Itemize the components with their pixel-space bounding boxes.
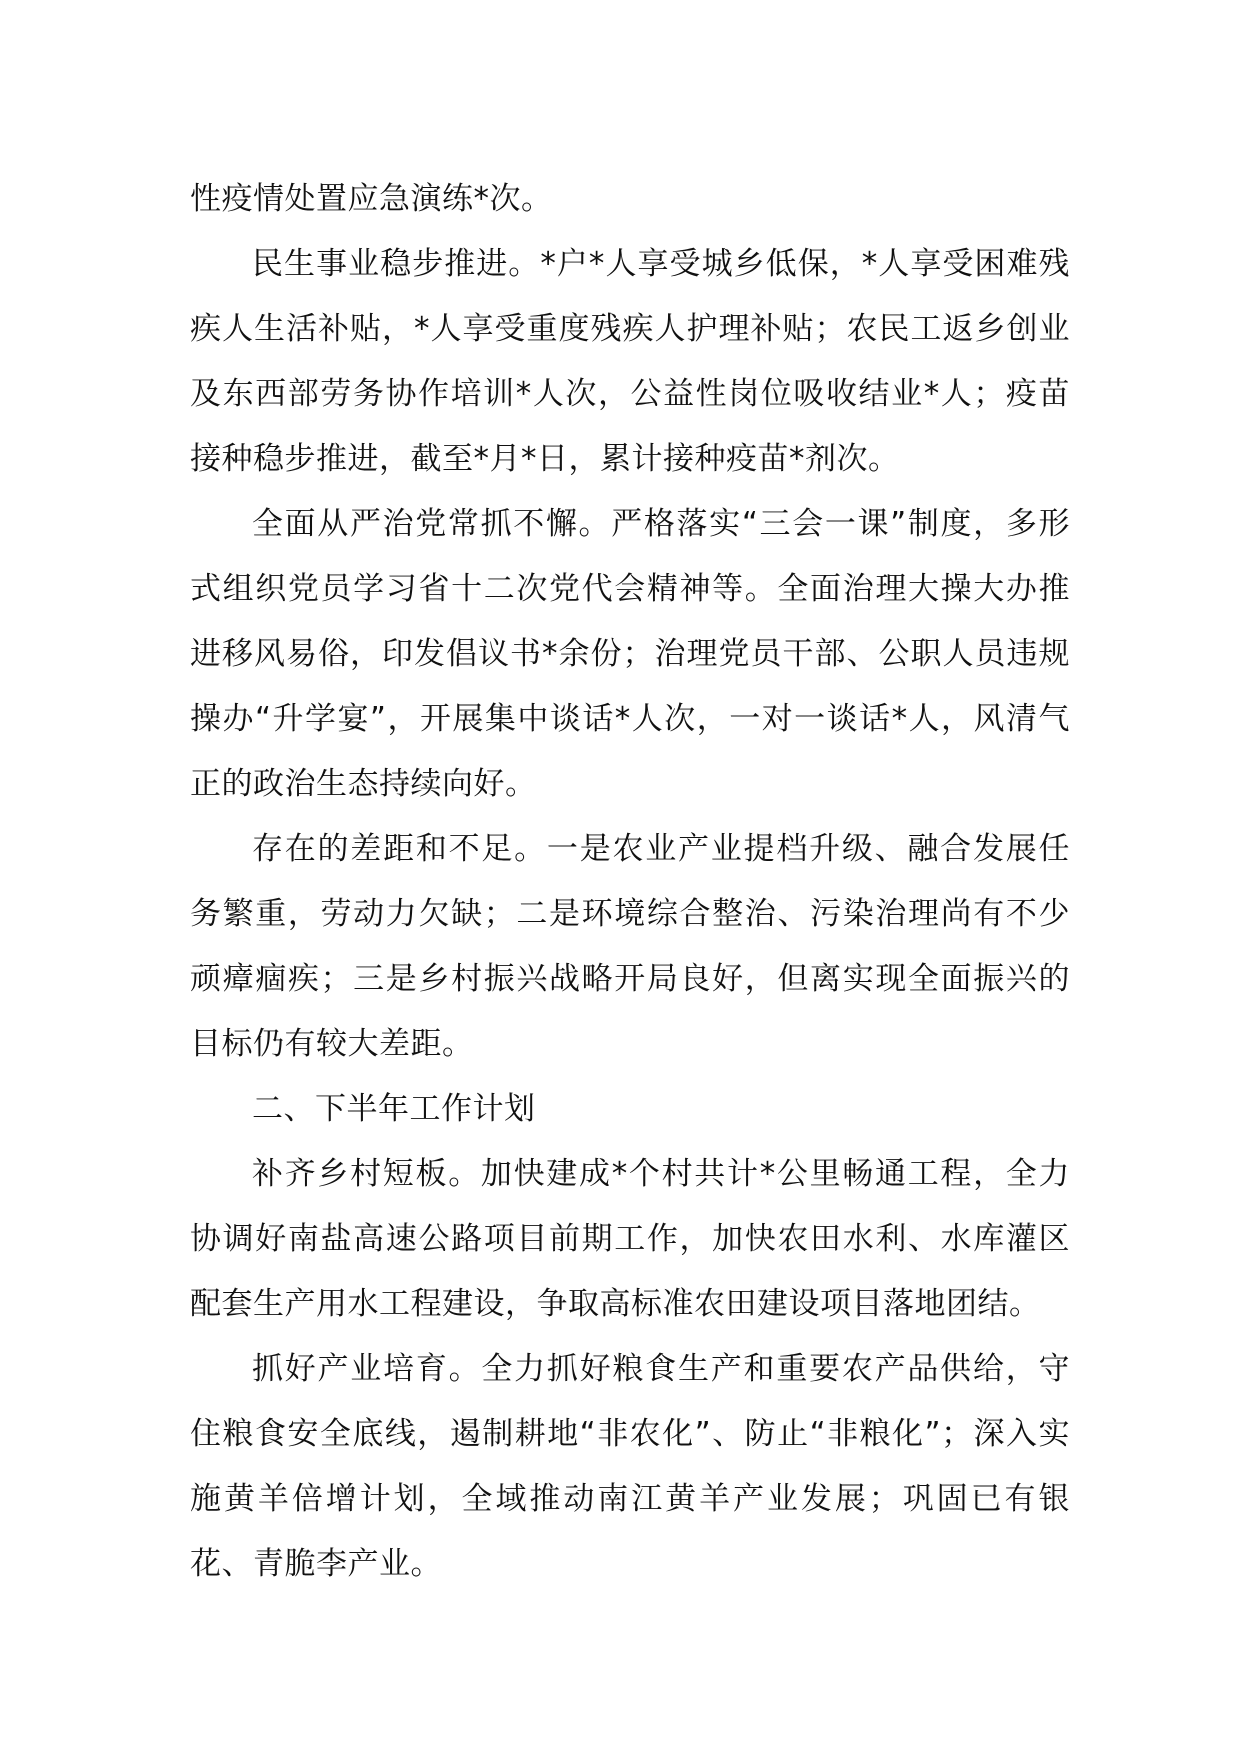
paragraph-livelihood: 民生事业稳步推进。*户*人享受城乡低保，*人享受困难残疾人生活补贴，*人享受重度残疾人护理补贴；农民工返乡创业及东西部劳务协作培训*人次，公益性岗位吸收结业*人；疫苗接种稳步推进，截至*月*日，累计接种疫苗*剂次。 <box>190 246 1070 477</box>
paragraph-rural-shortboard: 补齐乡村短板。加快建成*个村共计*公里畅通工程，全力协调好南盐高速公路项目前期工作，加快农田水利、水库灌区配套生产用水工程建设，争取高标准农田建设项目落地团结。 <box>190 1156 1070 1322</box>
paragraph-shortcomings: 存在的差距和不足。一是农业产业提档升级、融合发展任务繁重，劳动力欠缺；二是环境综合整治、污染治理尚有不少顽瘴痼疾；三是乡村振兴战略开局良好，但离实现全面振兴的目标仍有较大差距。 <box>190 831 1070 1062</box>
document-body <box>190 167 1070 1597</box>
paragraph-continuation: 性疫情处置应急演练*次。 <box>190 181 553 217</box>
paragraph-industry: 抓好产业培育。全力抓好粮食生产和重要农产品供给，守住粮食安全底线，遏制耕地“非农化”、防止“非粮化”；深入实施黄羊倍增计划，全域推动南江黄羊产业发展；巩固已有银花、青脆李产业。 <box>190 1351 1070 1582</box>
section-heading-plan: 二、下半年工作计划 <box>252 1091 536 1127</box>
paragraph-party-discipline: 全面从严治党常抓不懈。严格落实“三会一课”制度，多形式组织党员学习省十二次党代会精神等。全面治理大操大办推进移风易俗，印发倡议书*余份；治理党员干部、公职人员违规操办“升学宴”，开展集中谈话*人次，一对一谈话*人，风清气正的政治生态持续向好。 <box>190 506 1070 802</box>
